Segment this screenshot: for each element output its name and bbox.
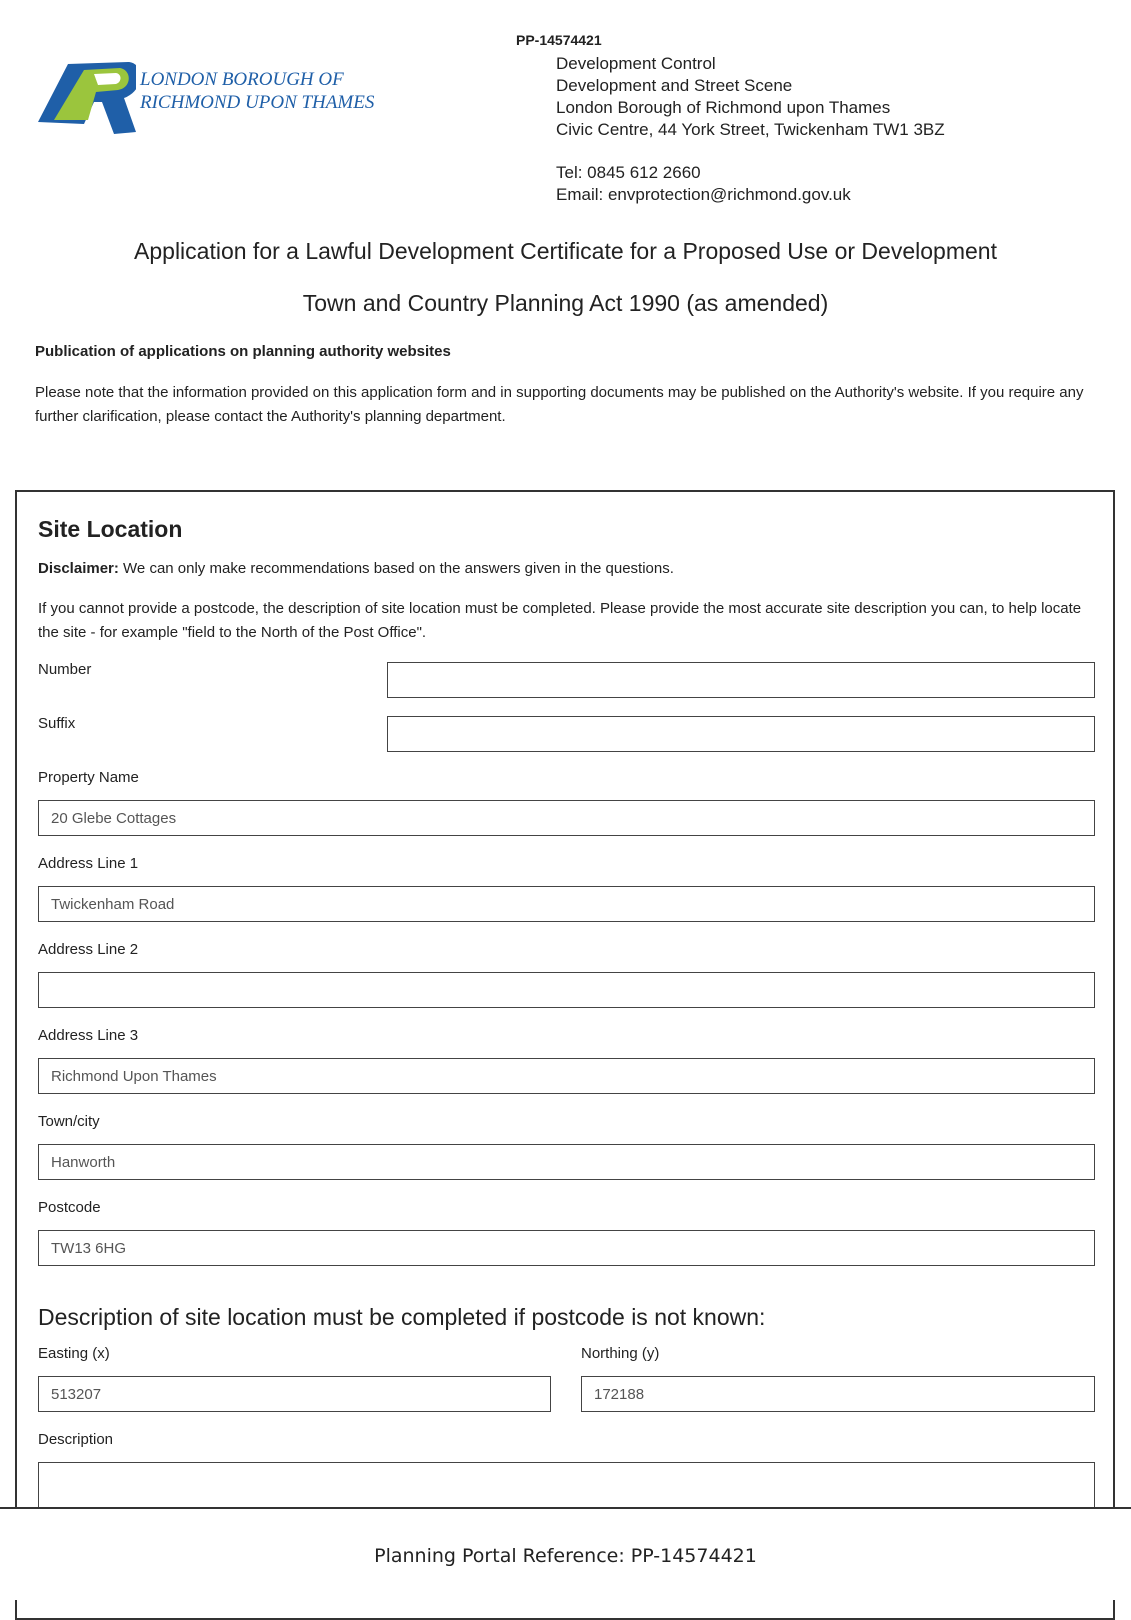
address-line: Development and Street Scene bbox=[556, 76, 793, 95]
disclaimer-label: Disclaimer: bbox=[38, 560, 119, 577]
address-line-2-label: Address Line 2 bbox=[38, 941, 139, 958]
northing-label: Northing (y) bbox=[581, 1345, 660, 1362]
disclaimer-text: We can only make recommendations based on the answers given in the questions. bbox=[118, 560, 674, 577]
email: Email: envprotection@richmond.gov.uk bbox=[556, 185, 851, 204]
disclaimer bbox=[38, 557, 1098, 581]
richmond-r-logo-icon bbox=[36, 60, 136, 140]
address-line: London Borough of Richmond upon Thames bbox=[556, 98, 891, 117]
easting-input[interactable] bbox=[38, 1376, 551, 1412]
number-label: Number bbox=[38, 661, 92, 678]
address-line-1-label: Address Line 1 bbox=[38, 855, 139, 872]
address-line-3-label: Address Line 3 bbox=[38, 1027, 139, 1044]
address-line-2-input[interactable] bbox=[38, 972, 1095, 1008]
council-logo bbox=[36, 60, 396, 140]
suffix-input[interactable] bbox=[387, 716, 1095, 752]
suffix-label: Suffix bbox=[38, 715, 76, 732]
logo-line-1: LONDON BOROUGH OF bbox=[140, 69, 344, 90]
instructions: If you cannot provide a postcode, the description of site location must be completed. Please provide the most accurate site description you can, to help locate the site - for example "field to the North of the Post Office". bbox=[38, 600, 1082, 641]
reference-number: PP-14574421 bbox=[516, 32, 602, 48]
description-label: Description bbox=[38, 1431, 114, 1448]
address-line-1-input[interactable] bbox=[38, 886, 1095, 922]
address-line: Civic Centre, 44 York Street, Twickenham TW1 3BZ bbox=[556, 120, 945, 139]
footer-reference: Planning Portal Reference: PP-14574421 bbox=[374, 1545, 757, 1567]
postcode-input[interactable] bbox=[38, 1230, 1095, 1266]
address-line: Development Control bbox=[556, 54, 716, 73]
form-subtitle: Town and Country Planning Act 1990 (as amended) bbox=[302, 290, 829, 316]
publication-text: Please note that the information provided on this application form and in supporting documents may be published on the Authority's website. If you require any further clarification, please contact the Authority's planning department. bbox=[35, 384, 1084, 425]
northing-input[interactable] bbox=[581, 1376, 1095, 1412]
telephone: Tel: 0845 612 2660 bbox=[556, 163, 701, 182]
easting-label: Easting (x) bbox=[38, 1345, 110, 1362]
logo-line-2: RICHMOND UPON THAMES bbox=[140, 92, 375, 113]
town-input[interactable] bbox=[38, 1144, 1095, 1180]
council-address bbox=[556, 53, 945, 206]
logo-wordmark bbox=[140, 68, 374, 114]
publication-heading: Publication of applications on planning authority websites bbox=[35, 343, 451, 360]
address-line-3-input[interactable] bbox=[38, 1058, 1095, 1094]
property-name-label: Property Name bbox=[38, 769, 139, 786]
form-title: Application for a Lawful Development Certificate for a Proposed Use or Development bbox=[134, 238, 997, 264]
property-name-input[interactable] bbox=[38, 800, 1095, 836]
section-title: Site Location bbox=[38, 516, 183, 542]
town-label: Town/city bbox=[38, 1113, 100, 1130]
site-location-section bbox=[15, 490, 1115, 1620]
description-heading: Description of site location must be completed if postcode is not known: bbox=[38, 1304, 766, 1330]
number-input[interactable] bbox=[387, 662, 1095, 698]
postcode-label: Postcode bbox=[38, 1199, 101, 1216]
